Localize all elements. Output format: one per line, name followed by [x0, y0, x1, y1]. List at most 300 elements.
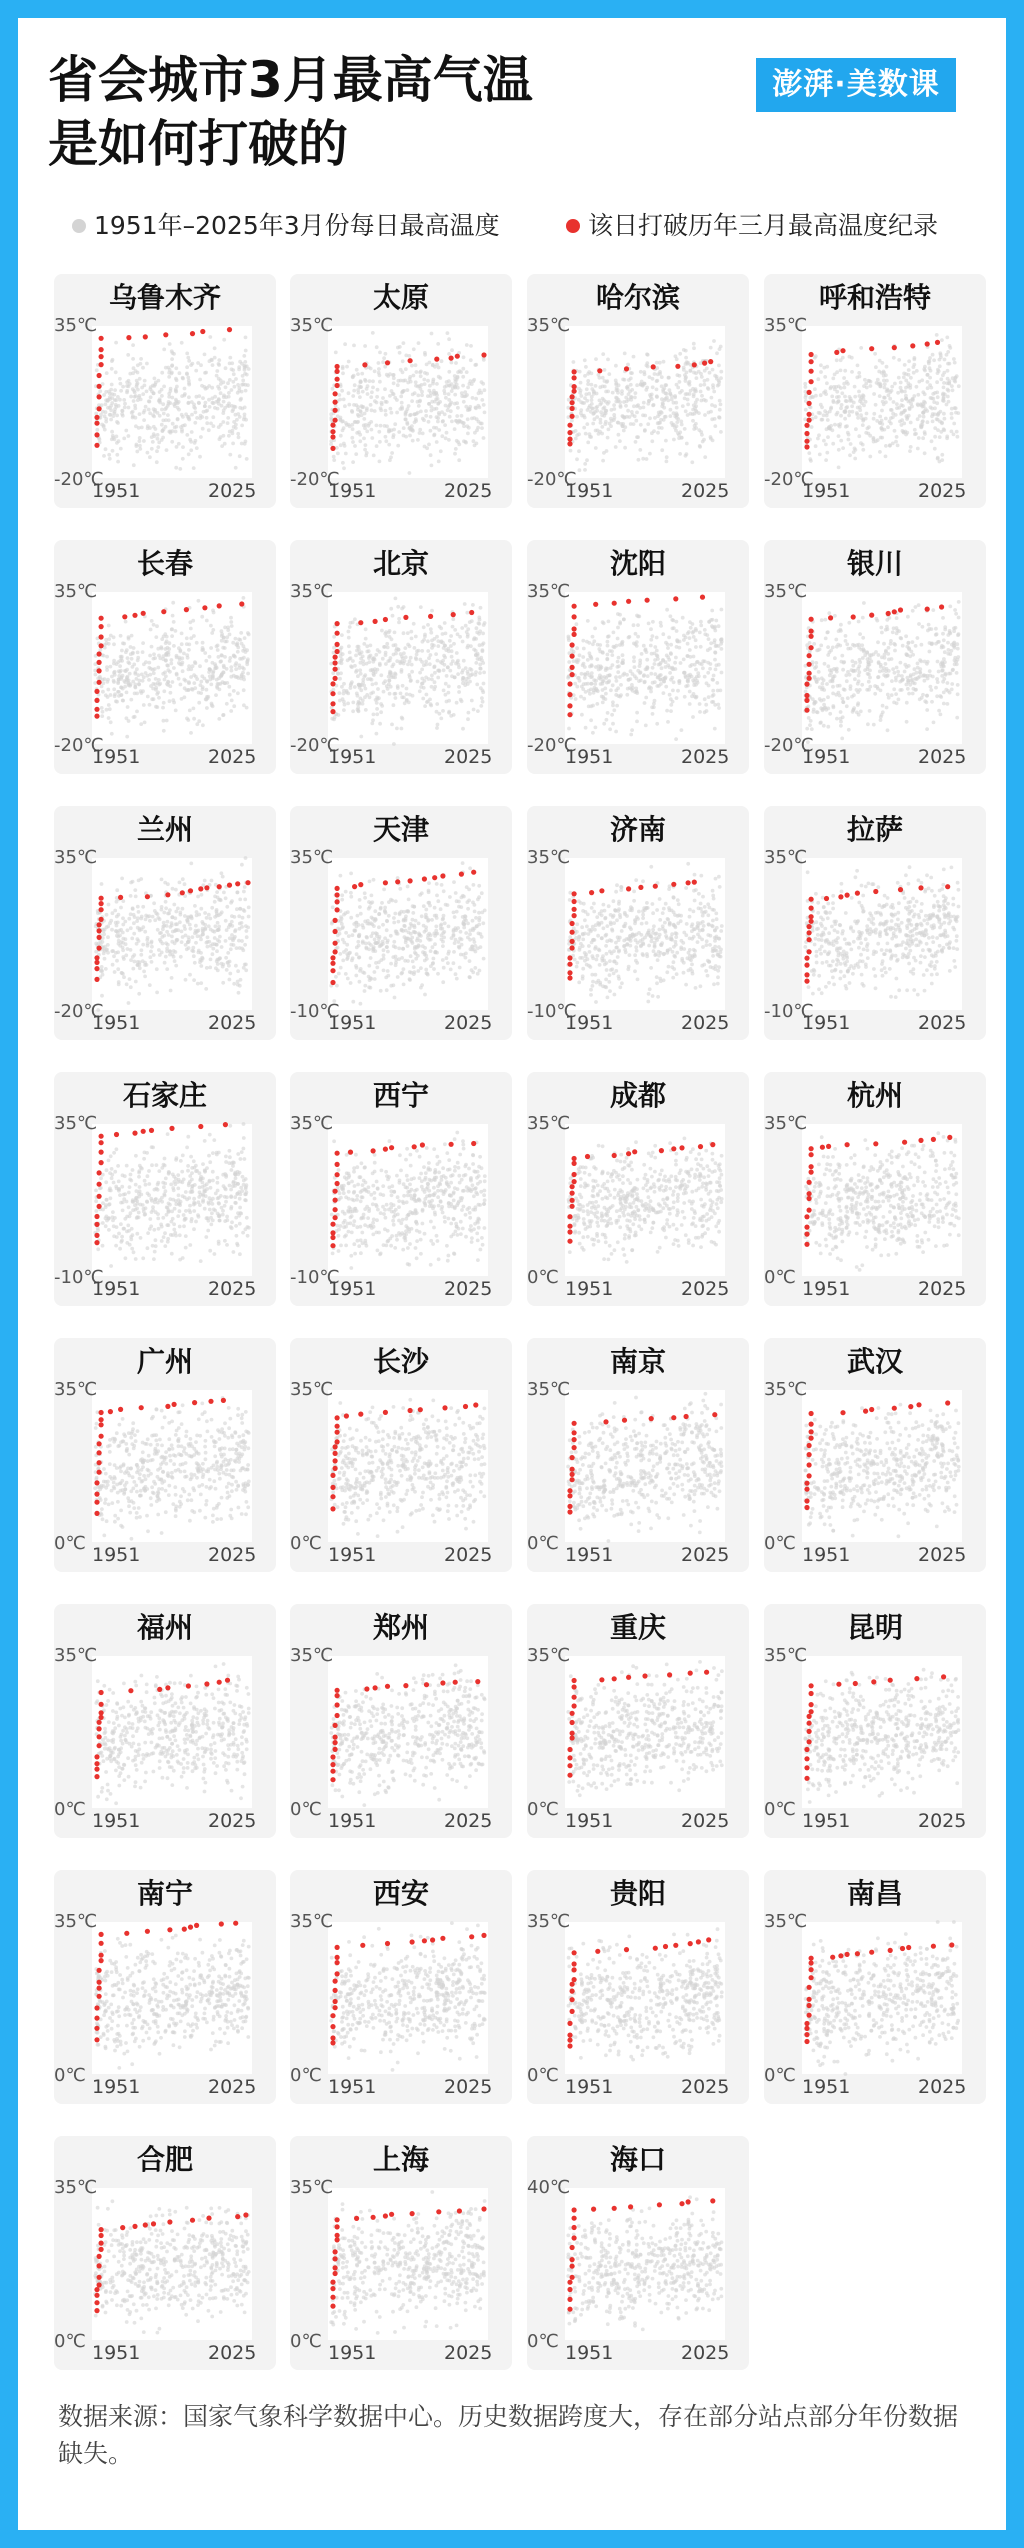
daily-max-point — [420, 649, 424, 653]
daily-max-point — [618, 439, 622, 443]
daily-max-point — [639, 670, 643, 674]
daily-max-point — [362, 417, 366, 421]
daily-max-point — [482, 671, 486, 675]
daily-max-point — [205, 619, 209, 623]
record-point — [330, 709, 335, 714]
daily-max-point — [673, 661, 677, 665]
record-point — [567, 441, 572, 446]
daily-max-point — [217, 898, 221, 902]
daily-max-point — [236, 391, 240, 395]
daily-max-point — [243, 636, 247, 640]
daily-max-point — [673, 396, 677, 400]
daily-max-point — [816, 437, 820, 441]
daily-max-point — [170, 349, 174, 353]
daily-max-point — [885, 618, 889, 622]
daily-max-point — [340, 646, 344, 650]
daily-max-point — [718, 408, 722, 412]
daily-max-point — [436, 342, 440, 346]
daily-max-point — [900, 688, 904, 692]
daily-max-point — [921, 674, 925, 678]
daily-max-point — [481, 649, 485, 653]
daily-max-point — [629, 733, 633, 737]
daily-max-point — [843, 417, 847, 421]
daily-max-point — [916, 393, 920, 397]
daily-max-point — [920, 643, 924, 647]
daily-max-point — [912, 394, 916, 398]
daily-max-point — [646, 365, 650, 369]
daily-max-point — [928, 376, 932, 380]
daily-max-point — [221, 420, 225, 424]
daily-max-point — [381, 396, 385, 400]
daily-max-point — [473, 444, 477, 448]
daily-max-point — [942, 412, 946, 416]
daily-max-point — [214, 693, 218, 697]
daily-max-point — [632, 355, 636, 359]
daily-max-point — [701, 659, 705, 663]
daily-max-point — [199, 435, 203, 439]
daily-max-point — [105, 655, 109, 659]
record-point — [939, 604, 944, 609]
daily-max-point — [804, 690, 808, 694]
daily-max-point — [708, 371, 712, 375]
daily-max-point — [474, 661, 478, 665]
daily-max-point — [168, 949, 172, 953]
daily-max-point — [462, 355, 466, 359]
daily-max-point — [223, 442, 227, 446]
daily-max-point — [112, 662, 116, 666]
daily-max-point — [904, 386, 908, 390]
daily-max-point — [150, 960, 154, 964]
daily-max-point — [227, 964, 231, 968]
daily-max-point — [165, 947, 169, 951]
daily-max-point — [401, 389, 405, 393]
daily-max-point — [234, 667, 238, 671]
daily-max-point — [369, 692, 373, 696]
daily-max-point — [359, 697, 363, 701]
daily-max-point — [711, 689, 715, 693]
daily-max-point — [590, 675, 594, 679]
daily-max-point — [453, 452, 457, 456]
daily-max-point — [950, 412, 954, 416]
daily-max-point — [581, 655, 585, 659]
daily-max-point — [442, 689, 446, 693]
record-point — [809, 645, 814, 650]
daily-max-point — [713, 638, 717, 642]
daily-max-point — [848, 453, 852, 457]
daily-max-point — [211, 609, 215, 613]
daily-max-point — [411, 439, 415, 443]
daily-max-point — [451, 625, 455, 629]
daily-max-point — [637, 458, 641, 462]
daily-max-point — [634, 687, 638, 691]
daily-max-point — [215, 890, 219, 894]
daily-max-point — [634, 419, 638, 423]
daily-max-point — [653, 372, 657, 376]
daily-max-point — [200, 415, 204, 419]
daily-max-point — [403, 379, 407, 383]
daily-max-point — [156, 445, 160, 449]
daily-max-point — [824, 637, 828, 641]
daily-max-point — [131, 880, 135, 884]
daily-max-point — [129, 395, 133, 399]
daily-max-point — [153, 377, 157, 381]
city-name: 乌鲁木齐 — [108, 281, 221, 314]
daily-max-point — [406, 631, 410, 635]
daily-max-point — [653, 672, 657, 676]
daily-max-point — [135, 677, 139, 681]
daily-max-point — [857, 670, 861, 674]
daily-max-point — [174, 888, 178, 892]
daily-max-point — [141, 650, 145, 654]
daily-max-point — [846, 696, 850, 700]
daily-max-point — [221, 646, 225, 650]
daily-max-point — [610, 419, 614, 423]
daily-max-point — [218, 956, 222, 960]
record-point — [97, 394, 102, 399]
daily-max-point — [135, 692, 139, 696]
daily-max-point — [926, 380, 930, 384]
daily-max-point — [229, 675, 233, 679]
daily-max-point — [918, 670, 922, 674]
daily-max-point — [574, 437, 578, 441]
daily-max-point — [393, 422, 397, 426]
daily-max-point — [178, 881, 182, 885]
daily-max-point — [142, 418, 146, 422]
daily-max-point — [709, 641, 713, 645]
record-point — [227, 327, 232, 332]
daily-max-point — [136, 651, 140, 655]
daily-max-point — [879, 663, 883, 667]
daily-max-point — [246, 631, 250, 635]
daily-max-point — [178, 650, 182, 654]
record-point — [99, 362, 104, 367]
daily-max-point — [907, 400, 911, 404]
daily-max-point — [575, 457, 579, 461]
daily-max-point — [805, 727, 809, 731]
record-point — [892, 345, 897, 350]
daily-max-point — [705, 633, 709, 637]
daily-max-point — [583, 468, 587, 472]
daily-max-point — [232, 704, 236, 708]
daily-max-point — [234, 426, 238, 430]
daily-max-point — [479, 667, 483, 671]
daily-max-point — [626, 385, 630, 389]
daily-max-point — [819, 393, 823, 397]
daily-max-point — [462, 400, 466, 404]
daily-max-point — [580, 672, 584, 676]
daily-max-point — [583, 676, 587, 680]
daily-max-point — [153, 918, 157, 922]
daily-max-point — [100, 882, 104, 886]
daily-max-point — [388, 672, 392, 676]
daily-max-point — [903, 409, 907, 413]
daily-max-point — [430, 609, 434, 613]
daily-max-point — [880, 631, 884, 635]
record-point — [161, 609, 166, 614]
daily-max-point — [107, 703, 111, 707]
daily-max-point — [219, 391, 223, 395]
daily-max-point — [660, 411, 664, 415]
record-point — [708, 359, 713, 364]
daily-max-point — [653, 662, 657, 666]
daily-max-point — [442, 668, 446, 672]
daily-max-point — [199, 964, 203, 968]
daily-max-point — [688, 690, 692, 694]
record-point — [570, 406, 575, 411]
record-point — [97, 680, 102, 685]
daily-max-point — [807, 716, 811, 720]
daily-max-point — [615, 704, 619, 708]
record-point — [99, 643, 104, 648]
daily-max-point — [402, 434, 406, 438]
daily-max-point — [400, 668, 404, 672]
daily-max-point — [429, 653, 433, 657]
daily-max-point — [458, 635, 462, 639]
daily-max-point — [372, 713, 376, 717]
daily-max-point — [818, 648, 822, 652]
daily-max-point — [110, 732, 114, 736]
daily-max-point — [407, 673, 411, 677]
daily-max-point — [166, 920, 170, 924]
daily-max-point — [378, 440, 382, 444]
city-panel — [764, 540, 986, 774]
daily-max-point — [394, 597, 398, 601]
daily-max-point — [157, 948, 161, 952]
daily-max-point — [869, 380, 873, 384]
daily-max-point — [814, 678, 818, 682]
daily-max-point — [120, 877, 124, 881]
daily-max-point — [370, 678, 374, 682]
daily-max-point — [129, 645, 133, 649]
daily-max-point — [220, 654, 224, 658]
daily-max-point — [622, 617, 626, 621]
daily-max-point — [172, 644, 176, 648]
daily-max-point — [412, 622, 416, 626]
daily-max-point — [926, 660, 930, 664]
daily-max-point — [112, 687, 116, 691]
daily-max-point — [837, 466, 841, 470]
city-panel — [527, 540, 749, 774]
daily-max-point — [209, 624, 213, 628]
daily-max-point — [342, 708, 346, 712]
daily-max-point — [872, 417, 876, 421]
daily-max-point — [430, 400, 434, 404]
daily-max-point — [116, 950, 120, 954]
daily-max-point — [137, 910, 141, 914]
daily-max-point — [456, 386, 460, 390]
daily-max-point — [606, 653, 610, 657]
daily-max-point — [852, 708, 856, 712]
daily-max-point — [956, 658, 960, 662]
daily-max-point — [478, 671, 482, 675]
daily-max-point — [478, 618, 482, 622]
daily-max-point — [423, 371, 427, 375]
daily-max-point — [849, 684, 853, 688]
daily-max-point — [122, 437, 126, 441]
daily-max-point — [640, 652, 644, 656]
daily-max-point — [703, 710, 707, 714]
daily-max-point — [137, 992, 141, 996]
daily-max-point — [942, 386, 946, 390]
daily-max-point — [936, 680, 940, 684]
daily-max-point — [357, 385, 361, 389]
daily-max-point — [98, 675, 102, 679]
daily-max-point — [601, 688, 605, 692]
daily-max-point — [156, 691, 160, 695]
daily-max-point — [418, 428, 422, 432]
daily-max-point — [576, 660, 580, 664]
daily-max-point — [927, 362, 931, 366]
daily-max-point — [167, 430, 171, 434]
daily-max-point — [604, 390, 608, 394]
daily-max-point — [605, 718, 609, 722]
daily-max-point — [883, 653, 887, 657]
daily-max-point — [192, 466, 196, 470]
record-point — [807, 676, 812, 681]
daily-max-point — [841, 668, 845, 672]
record-point — [373, 619, 378, 624]
daily-max-point — [840, 403, 844, 407]
daily-max-point — [890, 693, 894, 697]
daily-max-point — [872, 392, 876, 396]
daily-max-point — [372, 657, 376, 661]
daily-max-point — [215, 943, 219, 947]
daily-max-point — [244, 963, 248, 967]
daily-max-point — [912, 371, 916, 375]
daily-max-point — [715, 351, 719, 355]
daily-max-point — [383, 424, 387, 428]
daily-max-point — [246, 672, 250, 676]
daily-max-point — [128, 372, 132, 376]
x-start-label: 1951 — [565, 746, 614, 768]
record-point — [330, 691, 335, 696]
daily-max-point — [669, 408, 673, 412]
daily-max-point — [600, 401, 604, 405]
daily-max-point — [928, 669, 932, 673]
record-point — [807, 653, 812, 658]
daily-max-point — [626, 363, 630, 367]
daily-max-point — [842, 660, 846, 664]
daily-max-point — [691, 419, 695, 423]
daily-max-point — [608, 727, 612, 731]
daily-max-point — [816, 377, 820, 381]
daily-max-point — [803, 417, 807, 421]
daily-max-point — [449, 409, 453, 413]
daily-max-point — [345, 689, 349, 693]
daily-max-point — [927, 623, 931, 627]
daily-max-point — [602, 722, 606, 726]
daily-max-point — [891, 415, 895, 419]
logo-text: 澎湃·美数课 — [772, 67, 940, 102]
daily-max-point — [377, 696, 381, 700]
daily-max-point — [149, 950, 153, 954]
daily-max-point — [153, 909, 157, 913]
daily-max-point — [572, 360, 576, 364]
daily-max-point — [470, 699, 474, 703]
daily-max-point — [194, 941, 198, 945]
daily-max-point — [839, 724, 843, 728]
daily-max-point — [224, 366, 228, 370]
daily-max-point — [884, 675, 888, 679]
record-point — [567, 437, 572, 442]
daily-max-point — [880, 409, 884, 413]
daily-max-point — [600, 425, 604, 429]
daily-max-point — [243, 360, 247, 364]
daily-max-point — [567, 660, 571, 664]
daily-max-point — [814, 444, 818, 448]
daily-max-point — [895, 626, 899, 630]
daily-max-point — [940, 338, 944, 342]
daily-max-point — [215, 369, 219, 373]
daily-max-point — [174, 387, 178, 391]
daily-max-point — [901, 678, 905, 682]
daily-max-point — [199, 680, 203, 684]
record-point — [126, 335, 131, 340]
daily-max-point — [129, 958, 133, 962]
daily-max-point — [911, 640, 915, 644]
daily-max-point — [148, 955, 152, 959]
daily-max-point — [225, 968, 229, 972]
daily-max-point — [451, 617, 455, 621]
daily-max-point — [185, 365, 189, 369]
daily-max-point — [469, 358, 473, 362]
daily-max-point — [923, 679, 927, 683]
daily-max-point — [954, 411, 958, 415]
daily-max-point — [448, 415, 452, 419]
daily-max-point — [694, 683, 698, 687]
daily-max-point — [713, 404, 717, 408]
daily-max-point — [116, 690, 120, 694]
daily-max-point — [632, 659, 636, 663]
daily-max-point — [652, 403, 656, 407]
daily-max-point — [139, 722, 143, 726]
daily-max-point — [120, 649, 124, 653]
daily-max-point — [882, 396, 886, 400]
daily-max-point — [611, 722, 615, 726]
daily-max-point — [899, 636, 903, 640]
daily-max-point — [680, 728, 684, 732]
daily-max-point — [202, 410, 206, 414]
daily-max-point — [614, 445, 618, 449]
daily-max-point — [187, 940, 191, 944]
daily-max-point — [465, 630, 469, 634]
daily-max-point — [586, 682, 590, 686]
daily-max-point — [347, 644, 351, 648]
daily-max-point — [670, 618, 674, 622]
daily-max-point — [892, 400, 896, 404]
daily-max-point — [229, 620, 233, 624]
daily-max-point — [837, 448, 841, 452]
record-point — [567, 692, 572, 697]
daily-max-point — [617, 664, 621, 668]
city-panel — [54, 274, 276, 508]
record-point — [330, 701, 335, 706]
daily-max-point — [141, 905, 145, 909]
daily-max-point — [952, 357, 956, 361]
daily-max-point — [187, 395, 191, 399]
daily-max-point — [114, 370, 118, 374]
y-max-label: 35℃ — [527, 315, 571, 336]
daily-max-point — [131, 955, 135, 959]
daily-max-point — [180, 428, 184, 432]
daily-max-point — [171, 601, 175, 605]
city-panel — [290, 274, 512, 508]
record-point — [572, 604, 577, 609]
record-point — [333, 655, 338, 660]
daily-max-point — [455, 910, 459, 914]
daily-max-point — [104, 638, 108, 642]
daily-max-point — [894, 440, 898, 444]
